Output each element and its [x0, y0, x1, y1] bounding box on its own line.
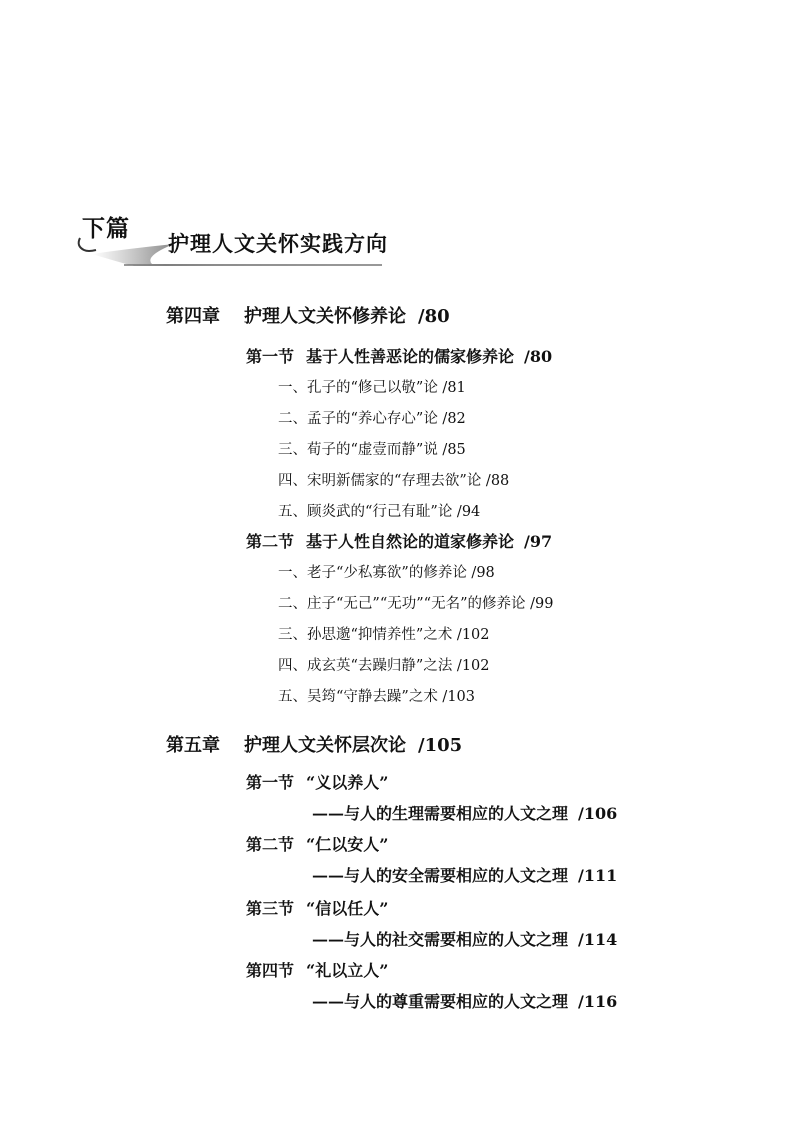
section-title: “礼以立人” — [306, 961, 389, 980]
section-title: “信以任人” — [306, 899, 389, 918]
section-heading — [246, 770, 388, 793]
chapter-title: 护理人文关怀修养论 — [244, 306, 406, 327]
toc-item: 四、成玄英“去躁归静”之法 /102 — [278, 658, 490, 674]
section-number: 第一节 — [246, 773, 295, 792]
section-heading — [246, 832, 388, 855]
section-page: /116 — [578, 992, 618, 1011]
section-page: /80 — [524, 347, 553, 366]
section-number: 第四节 — [246, 961, 295, 980]
section-page: /114 — [578, 930, 618, 949]
section-heading — [246, 958, 388, 981]
toc-item: 三、荀子的“虚壹而静”说 /85 — [278, 442, 466, 458]
section-number: 第二节 — [246, 835, 295, 854]
toc-item: 四、宋明新儒家的“存理去欲”论 /88 — [278, 473, 510, 489]
section-title: 基于人性善恶论的儒家修养论 — [306, 347, 515, 366]
toc-item: 一、孔子的“修己以敬”论 /81 — [278, 380, 466, 396]
section-number: 第一节 — [246, 347, 295, 366]
section-title: “仁以安人” — [306, 835, 389, 854]
chapter-page: /105 — [418, 735, 463, 756]
section-heading — [246, 896, 388, 919]
section-subtitle — [312, 989, 617, 1012]
section-number: 第二节 — [246, 532, 295, 551]
toc-item: 二、庄子“无己”“无功”“无名”的修养论 /99 — [278, 596, 554, 612]
section-subtitle-text: ——与人的尊重需要相应的人文之理 — [312, 992, 569, 1011]
chapter-heading — [166, 302, 450, 328]
section-subtitle — [312, 801, 617, 824]
part-title: 护理人文关怀实践方向 — [168, 232, 388, 256]
section-page: /111 — [578, 866, 618, 885]
chapter-title: 护理人文关怀层次论 — [244, 735, 406, 756]
section-heading — [246, 344, 552, 367]
section-subtitle — [312, 927, 617, 950]
section-title: 基于人性自然论的道家修养论 — [306, 532, 515, 551]
toc-item: 三、孙思邈“抑情养性”之术 /102 — [278, 627, 490, 643]
chapter-number: 第五章 — [166, 735, 220, 756]
toc-item: 二、孟子的“养心存心”论 /82 — [278, 411, 466, 427]
toc-item: 五、吴筠“守静去躁”之术 /103 — [278, 689, 475, 705]
section-page: /97 — [524, 532, 553, 551]
section-page: /106 — [578, 804, 618, 823]
section-subtitle-text: ——与人的安全需要相应的人文之理 — [312, 866, 569, 885]
section-title: “义以养人” — [306, 773, 389, 792]
section-subtitle-text: ——与人的生理需要相应的人文之理 — [312, 804, 569, 823]
section-number: 第三节 — [246, 899, 295, 918]
section-heading — [246, 529, 552, 552]
chapter-number: 第四章 — [166, 306, 220, 327]
part-label: 下篇 — [82, 216, 130, 242]
chapter-page: /80 — [418, 306, 450, 327]
toc-item: 一、老子“少私寡欲”的修养论 /98 — [278, 565, 495, 581]
toc-item: 五、顾炎武的“行己有耻”论 /94 — [278, 504, 481, 520]
chapter-heading — [166, 731, 462, 757]
section-subtitle-text: ——与人的社交需要相应的人文之理 — [312, 930, 569, 949]
section-subtitle — [312, 863, 617, 886]
